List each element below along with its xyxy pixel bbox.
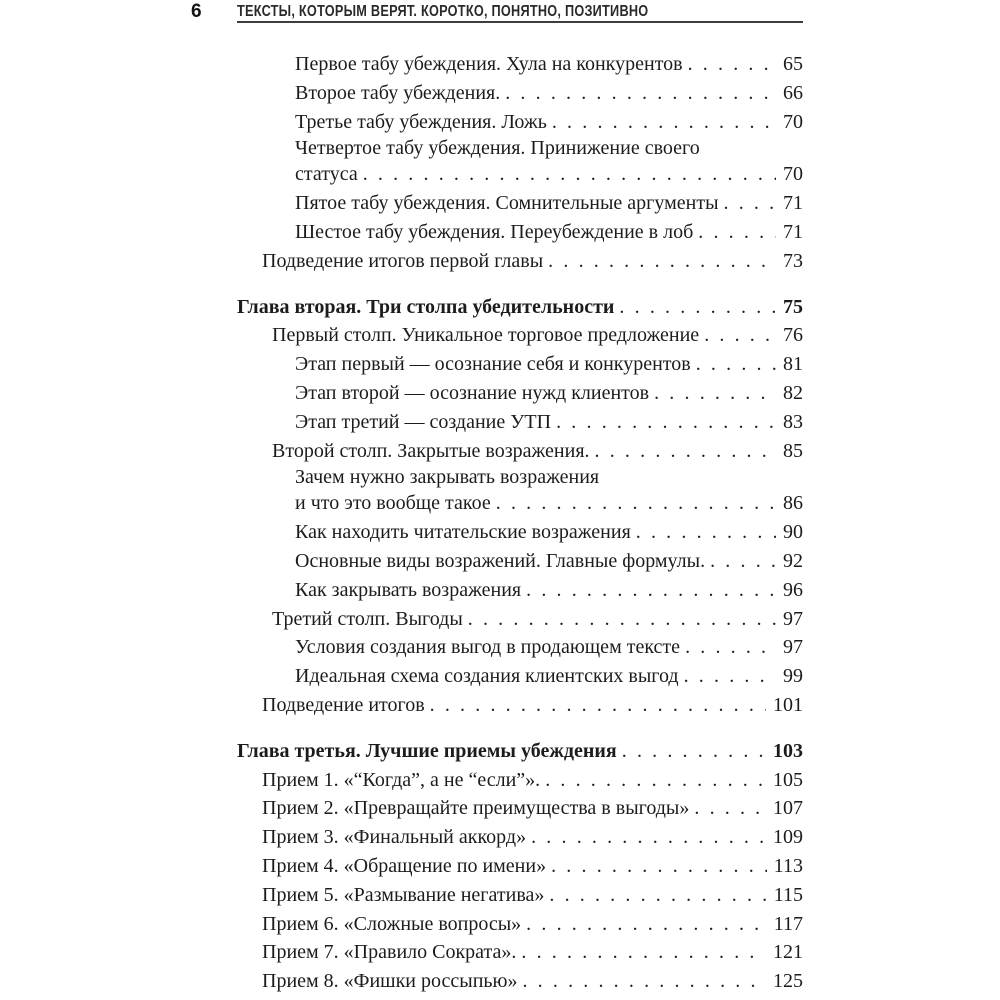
toc-entry-text: Этап первый — осознание себя и конкурентов [295,353,691,376]
toc-entry-page-number: 90 [783,521,803,544]
toc-entry-line1 [262,910,803,939]
dot-leader [363,160,776,189]
dot-leader [430,691,766,720]
toc-entry-page-number: 121 [773,941,803,964]
toc-entry [295,108,803,137]
toc-entry-text: Глава вторая. Три столпа убедительности [237,295,615,318]
toc-entry-text: Прием 4. «Обращение по имени» [262,854,547,877]
toc-entry-page-number: 92 [783,549,803,572]
toc-entry-text: Прием 5. «Размывание негатива» [262,883,545,906]
toc-entry-page-number: 103 [773,739,803,762]
toc-entry [295,408,803,437]
toc-entry-line1 [262,823,803,852]
toc-entry-text: Первый столп. Уникальное торговое предложение [272,324,700,347]
toc-entry-text: Идеальная схема создания клиентских выгод [295,665,679,688]
toc-entry [262,247,803,276]
dot-leader [496,489,776,518]
dot-leader [595,437,776,466]
toc-entry-line1 [295,576,803,605]
toc-entry-page-number: 97 [783,607,803,630]
toc-entry-page-number: 96 [783,578,803,601]
toc-entry [295,518,803,547]
toc-entry-line1 [295,408,803,437]
toc-entry [262,691,803,720]
dot-leader [698,218,776,247]
toc-entry-line1 [295,465,803,489]
toc-entry-line1 [295,379,803,408]
toc-entry-page-number: 71 [783,220,803,243]
toc-entry [237,737,803,766]
toc-entry-page-number: 117 [773,912,803,935]
dot-leader [468,605,776,634]
toc-entry-text: Условия создания выгод в продающем тексте [295,636,681,659]
dot-leader [556,408,776,437]
toc-entry [262,938,803,967]
toc-entry [262,852,803,881]
dot-leader [636,518,776,547]
toc-entry-page-number: 113 [773,854,803,877]
toc-entry-line1 [262,691,803,720]
toc-list [237,50,803,996]
toc-entry-text: Второе табу убеждения. [295,81,501,104]
toc-entry [262,967,803,996]
toc-entry-text: Третье табу убеждения. Ложь [295,110,547,133]
toc-entry-page-number: 71 [783,192,803,215]
toc-entry-line1 [295,350,803,379]
toc-entry-text: Прием 6. «Сложные вопросы» [262,912,522,935]
dot-leader [552,108,776,137]
toc-entry-line1 [272,605,803,634]
dot-leader [619,293,776,322]
toc-entry-page-number: 85 [783,439,803,462]
toc-entry-page-number: 70 [783,163,803,186]
toc-entry-text: Прием 3. «Финальный аккорд» [262,826,527,849]
toc-entry-line1 [295,50,803,79]
toc-entry-page-number: 66 [783,81,803,104]
dot-leader [724,189,776,218]
toc-entry-text: Четвертое табу убеждения. Принижение своего [295,137,700,160]
toc-entry-line1 [295,79,803,108]
dot-leader [505,79,776,108]
toc-entry-page-number: 70 [783,110,803,133]
dot-leader [710,547,776,576]
toc-entry-line1 [295,518,803,547]
toc-entry [295,350,803,379]
toc-entry-text: Основные виды возражений. Главные формулы. [295,549,706,572]
toc-entry-text: Прием 7. «Правило Сократа». [262,941,517,964]
toc-entry-page-number: 125 [773,970,803,993]
dot-leader [531,823,766,852]
toc-entry-line1 [237,737,803,766]
toc-entry-line1 [262,766,803,795]
toc-entry-line1 [295,108,803,137]
toc-entry-line1 [295,547,803,576]
toc-entry-text: Как закрывать возражения [295,578,522,601]
dot-leader [549,881,766,910]
toc-entry-text-continued: статуса [295,163,358,186]
toc-entry-line1 [262,967,803,996]
toc-entry-page-number: 82 [783,381,803,404]
dot-leader [694,794,766,823]
toc-entry-page-number: 73 [783,249,803,272]
dot-leader [526,576,776,605]
toc-entry-page-number: 86 [783,492,803,515]
toc-entry [295,189,803,218]
running-title: ТЕКСТЫ, КОТОРЫМ ВЕРЯТ. КОРОТКО, ПОНЯТНО, ПОЗИТИВНО [237,3,649,20]
dot-leader [696,350,776,379]
toc-entry-text: Шестое табу убеждения. Переубеждение в лоб [295,220,694,243]
folio-page-number: 6 [191,1,202,22]
toc-entry-line1 [295,136,803,160]
dot-leader [521,938,766,967]
toc-entry-text: Глава третья. Лучшие приемы убеждения [237,739,617,762]
dot-leader [551,852,767,881]
toc-entry-line1 [262,852,803,881]
toc-entry-page-number: 75 [783,295,803,318]
toc-entry-line1 [262,247,803,276]
dot-leader [654,379,776,408]
toc-entry-text: Подведение итогов первой главы [262,249,544,272]
toc-entry-line1 [295,218,803,247]
dot-leader [622,737,766,766]
toc-entry-page-number: 105 [773,768,803,791]
toc-entry-line1 [237,293,803,322]
toc-entry [295,136,803,189]
toc-entry [295,465,803,518]
toc-entry-line1 [262,938,803,967]
toc-entry [262,823,803,852]
toc-entry-page-number: 115 [773,883,803,906]
toc-entry [295,662,803,691]
toc-entry [262,910,803,939]
toc-entry [295,633,803,662]
toc-entry [237,293,803,322]
toc-entry-text: Этап третий — создание УТП [295,410,552,433]
toc-entry [295,547,803,576]
toc-entry-page-number: 83 [783,410,803,433]
toc-entry-text: Подведение итогов [262,693,425,716]
toc-entry-page-number: 97 [783,636,803,659]
toc-entry-line1 [295,662,803,691]
toc-entry-text: Прием 1. «“Когда”, а не “если”». [262,768,541,791]
dot-leader [545,766,766,795]
toc-entry-text: Прием 8. «Фишки россыпью» [262,970,518,993]
toc-entry [295,79,803,108]
dot-leader [548,247,776,276]
toc-entry [295,379,803,408]
toc-entry-page-number: 107 [773,797,803,820]
toc-entry-page-number: 81 [783,353,803,376]
dot-leader [522,967,766,996]
toc-entry [272,437,803,466]
toc-entry-line2 [295,489,803,518]
toc-entry [295,218,803,247]
toc-entry-text: Этап второй — осознание нужд клиентов [295,381,650,404]
toc-entry [262,766,803,795]
toc-entry-line1 [272,437,803,466]
dot-leader [685,633,776,662]
toc-entry-text: Прием 2. «Превращайте преимущества в выгоды» [262,797,690,820]
toc-entry-line1 [295,189,803,218]
dot-leader [704,321,776,350]
toc-entry [262,881,803,910]
toc-entry [262,794,803,823]
toc-entry-line2 [295,160,803,189]
toc-entry-text: Как находить читательские возражения [295,521,631,544]
dot-leader [688,50,776,79]
toc-entry-page-number: 101 [773,693,803,716]
toc-entry-page-number: 109 [773,826,803,849]
toc-entry-text: Пятое табу убеждения. Сомнительные аргументы [295,192,719,215]
toc-entry [272,605,803,634]
toc-entry-text: Третий столп. Выгоды [272,607,463,630]
toc-entry-line1 [262,794,803,823]
toc-entry-page-number: 99 [783,665,803,688]
toc-entry-line1 [272,321,803,350]
toc-entry [295,50,803,79]
toc-entry-page-number: 65 [783,53,803,75]
toc-entry-line1 [262,881,803,910]
toc-entry [295,576,803,605]
toc-entry-line1 [295,633,803,662]
toc-entry-text-continued: и что это вообще такое [295,492,491,515]
dot-leader [684,662,776,691]
toc-entry-page-number: 76 [783,324,803,347]
dot-leader [526,910,767,939]
header-rule [237,21,803,23]
toc-entry-text: Зачем нужно закрывать возражения [295,466,600,489]
toc-entry [272,321,803,350]
toc-entry-text: Второй столп. Закрытые возражения. [272,439,590,462]
toc-entry-text: Первое табу убеждения. Хула на конкурентов [295,53,683,75]
